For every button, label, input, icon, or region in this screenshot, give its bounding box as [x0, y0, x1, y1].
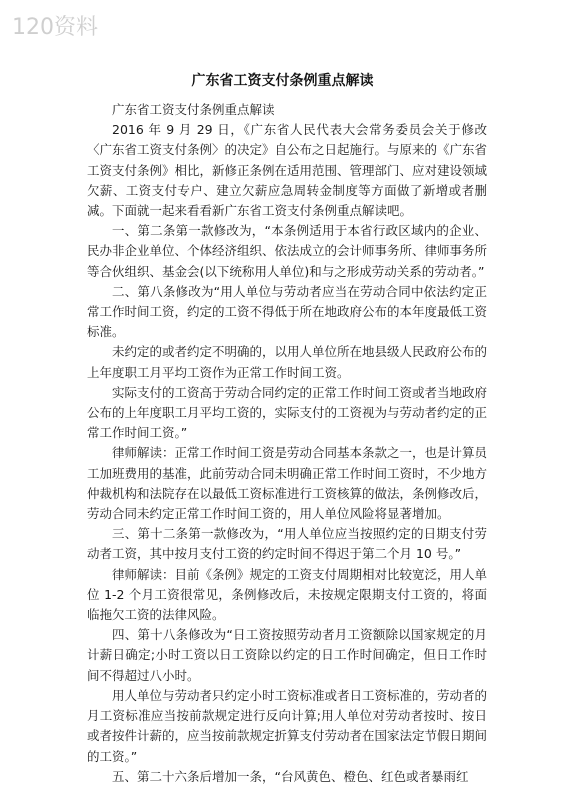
watermark: 120资料 — [12, 15, 98, 40]
paragraph-item-5: 五、第二十六条后增加一条，“台风黄色、橙色、红色或者暴雨红 — [112, 768, 469, 784]
document-body — [87, 100, 487, 787]
document-title: 广东省工资支付条例重点解读 — [191, 73, 374, 89]
paragraph-item-2-cont-b: 实际支付的工资高于劳动合同约定的正常工作时间工资或者当地政府公布的上年度职工月平均工资的，实际支付的工资视为与劳动者约定的正常工作时间工资。” — [87, 384, 488, 441]
paragraph-item-4: 四、第十八条修改为“日工资按照劳动者月工资额除以国家规定的月计薪日确定;小时工资以日工资除以约定的日工作时间确定，但日工作时间不得超过八小时。 — [87, 627, 487, 683]
paragraph-item-2-cont-a: 未约定的或者约定不明确的，以用人单位所在地县级人民政府公布的上年度职工月平均工资作为正常工作时间工资。 — [87, 344, 488, 380]
paragraph-lawyer-note-1: 律师解读：正常工作时间工资是劳动合同基本条款之一，也是计算员工加班费用的基准，此前劳动合同未明确正常工作时间工资时，不少地方仲裁机构和法院存在以最低工资标准进行工资核算的做法，条例修改后，劳动合同未约定正常工作时间工资的，用人单位风险将显著增加。 — [87, 445, 488, 522]
paragraph-intro: 2016 年 9 月 29 日，《广东省人民代表大会常务委员会关于修改〈广东省工资支付条例〉的决定》自公布之日起施行。与原来的《广东省工资支付条例》相比，新修正条例在适用范围、管理部门、应对建设领域欠薪、工资支付专户、建立欠薪应急周转金制度等方面做了新增或者删减。下面就一起来看看新广东省工资支付条例重点解读吧。 — [87, 122, 488, 219]
paragraph-item-3: 三、第十二条第一款修改为，“用人单位应当按照约定的日期支付劳动者工资，其中按月支付工资的约定时间不得迟于第二个月 10 号。” — [87, 526, 487, 562]
paragraph-subtitle: 广东省工资支付条例重点解读 — [112, 102, 275, 117]
paragraph-item-4-cont: 用人单位与劳动者只约定小时工资标准或者日工资标准的，劳动者的月工资标准应当按前款规定进行反向计算;用人单位对劳动者按时、按日或者按件计薪的，应当按前款规定折算支付劳动者在国家法定节假日期间的工资。” — [87, 687, 488, 764]
paragraph-item-2: 二、第八条修改为“用人单位与劳动者应当在劳动合同中依法约定正常工作时间工资，约定的工资不得低于所在地政府公布的本年度最低工资标准。 — [87, 283, 488, 340]
paragraph-item-1: 一、第二条第一款修改为，“本条例适用于本省行政区域内的企业、民办非企业单位、个体经济组织、依法成立的会计师事务所、律师事务所等合伙组织、基金会(以下统称用人单位)和与之形成劳动关系的劳动者。” — [87, 223, 488, 279]
paragraph-lawyer-note-2: 律师解读：目前《条例》规定的工资支付周期相对比较宽泛，用人单位 1-2 个月工资很常见，条例修改后，未按规定限期支付工资的，将面临拖欠工资的法律风险。 — [87, 566, 488, 623]
